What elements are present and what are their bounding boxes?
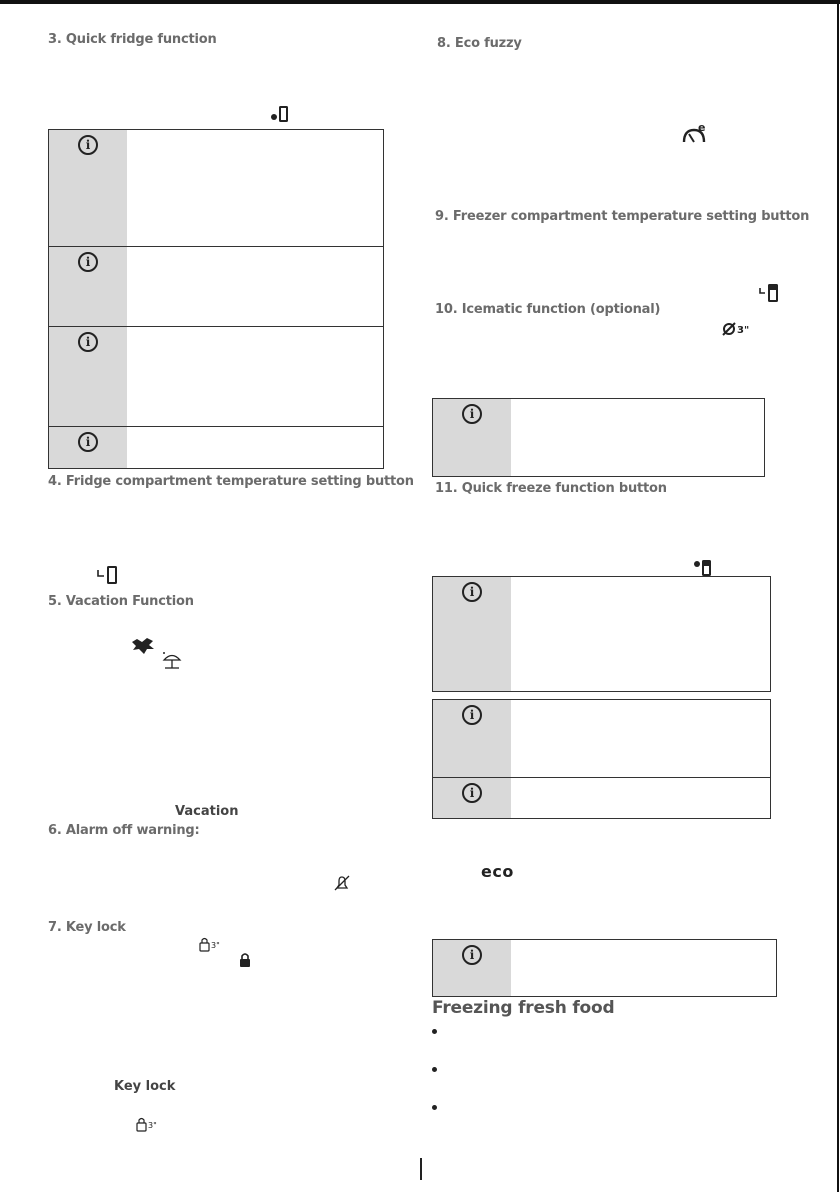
- info-box-7: [432, 699, 771, 778]
- vacation-word: Vacation: [175, 804, 239, 819]
- freezer-setting-icon: [759, 282, 781, 304]
- info-box-4: [48, 426, 384, 469]
- info-box-9: [432, 939, 777, 997]
- right-border: [837, 0, 839, 1192]
- info-box-1: [48, 129, 384, 247]
- heading-key-lock: 7. Key lock: [48, 920, 126, 935]
- info-icon: i: [78, 135, 98, 155]
- info-box-8: [432, 777, 771, 819]
- heading-vacation: 5. Vacation Function: [48, 594, 194, 609]
- svg-text:3": 3": [148, 1121, 157, 1130]
- bullet-2: [432, 1067, 437, 1072]
- info-icon: i: [462, 582, 482, 602]
- bullet-1: [432, 1029, 437, 1034]
- info-box-5: [432, 398, 765, 477]
- heading-quick-freeze: 11. Quick freeze function button: [435, 481, 667, 496]
- page-number-bar: [420, 1158, 422, 1180]
- eco-fuzzy-icon: [680, 122, 708, 148]
- info-icon: i: [78, 252, 98, 272]
- quick-fridge-icon: [269, 104, 291, 124]
- bullet-3: [432, 1105, 437, 1110]
- info-icon: i: [462, 404, 482, 424]
- padlock-icon: [239, 952, 251, 968]
- svg-text:3": 3": [211, 941, 220, 950]
- key-lock-word: Key lock: [114, 1079, 176, 1094]
- svg-text:e: e: [698, 122, 706, 134]
- key-lock-3s-icon: [197, 936, 223, 954]
- info-icon: i: [462, 705, 482, 725]
- heading-icematic: 10. Icematic function (optional): [435, 302, 661, 317]
- umbrella-icon: [161, 650, 183, 670]
- heading-fridge-temp: 4. Fridge compartment temperature setting button: [48, 474, 414, 489]
- info-icon: i: [462, 945, 482, 965]
- heading-freezing-fresh: Freezing fresh food: [432, 998, 615, 1018]
- info-icon: i: [78, 332, 98, 352]
- icematic-3s-icon: [721, 319, 751, 339]
- eco-label: eco: [481, 862, 514, 881]
- heading-freezer-temp: 9. Freezer compartment temperature setting button: [435, 209, 810, 224]
- vacation-icon: [129, 637, 157, 657]
- heading-quick-fridge: 3. Quick fridge function: [48, 32, 217, 47]
- info-box-6: [432, 576, 771, 692]
- alarm-off-icon: [333, 874, 351, 892]
- info-icon: i: [78, 432, 98, 452]
- heading-alarm-off: 6. Alarm off warning:: [48, 823, 200, 838]
- info-box-3: [48, 326, 384, 427]
- quick-freeze-icon: [692, 558, 714, 578]
- key-lock-3s-icon-2: [134, 1116, 160, 1134]
- fridge-setting-icon: [96, 564, 120, 586]
- svg-text:3": 3": [737, 325, 750, 336]
- top-border: [0, 0, 840, 4]
- info-icon: i: [462, 783, 482, 803]
- heading-eco-fuzzy: 8. Eco fuzzy: [437, 36, 522, 51]
- info-box-2: [48, 246, 384, 327]
